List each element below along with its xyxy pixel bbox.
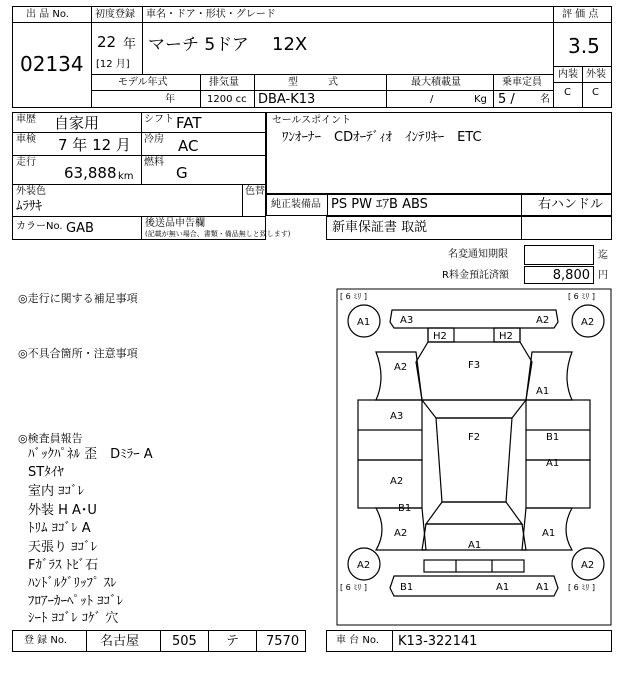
mark-rear-door-l: A2 [390,476,404,487]
mark-wheel-fr: A2 [581,317,595,328]
interior-grade: C [564,87,571,98]
mark-front-bumper-l: A3 [400,315,414,326]
mileage-label: 走行 [16,157,36,168]
fuel-label: 燃料 [144,157,164,168]
inspector-line-7: Fｶﾞﾗｽ ﾄﾋﾞ石 [28,558,99,573]
mileage-unit: km [118,171,134,182]
front-bumper [390,310,558,328]
reg-year-unit: 年 [123,37,137,52]
tire-depth-rl: [ 6 ﾐﾘ ] [340,583,367,592]
mark-roof: F2 [468,432,481,443]
grade: 12X [272,34,308,55]
inspector-line-5: ﾄﾘﾑ ﾖｺﾞﾚ A [28,521,91,536]
deadline-label: 名変通知期限 [448,249,508,260]
equipment-value: PS PW ｴｱB ABS [331,197,428,212]
mark-rear-bumper-l: B1 [400,582,414,593]
windshield [422,400,526,418]
tire-depth-rr: [ 6 ﾐﾘ ] [568,583,595,592]
score-label: 評 価 点 [562,9,599,20]
mileage-value: 63,888 [64,164,117,182]
reg-class: 505 [172,634,197,649]
color-value: ﾑﾗｻｷ [16,199,42,214]
inspector-line-2: STﾀｲﾔ [28,465,64,480]
warranty-value: 新車保証書 取説 [332,220,428,235]
shift-label: シフト [144,114,174,125]
mark-front-bumper-r: A2 [536,315,550,326]
deadline-unit: 迄 [598,250,608,261]
mark-quarter-l: B1 [398,503,412,514]
history-label: 車歴 [16,114,36,125]
type-label: 型 式 [288,77,338,88]
fuel-value: G [176,164,188,182]
load-separator: / [430,94,434,105]
name-label: 車名・ドア・形状・グレード [146,9,276,20]
mark-headlight-r: H2 [499,331,513,342]
rear-bumper [390,576,558,596]
deadline-field [524,245,594,265]
inspector-report-label: ◎検査員報告 [18,432,83,445]
mark-rear-bumper-r: A1 [536,582,550,593]
color-label: 外装色 [16,186,46,197]
sales-point-label: セールスポイント [272,115,352,126]
sales-points: ﾜﾝｵｰﾅｰ CDｵｰﾃﾞｨｵ ｲﾝﾃﾘｷｰ ETC [282,130,482,145]
reg-number: 7570 [266,634,300,649]
type-code: DBA-K13 [258,92,316,107]
reg-region: 名古屋 [100,634,140,649]
color-no-value: GAB [66,221,94,236]
steering-side: 右ハンドル [538,197,604,212]
chassis-label: 車 台 No. [336,635,379,646]
capacity-label: 乗車定員 [502,77,542,88]
mark-quarter-r: A1 [542,528,556,539]
inspection-value: 7 年 12 月 [58,136,131,154]
mark-fender-l: A2 [394,362,408,373]
recycle-amount: 8,800 [552,268,590,283]
mark-quarter-l2: A2 [394,528,408,539]
mark-wheel-fl: A1 [357,317,371,328]
load-unit: Kg [474,94,487,105]
model-name: マーチ 5ドア [148,35,249,55]
inspector-line-6: 天張り ﾖｺﾞﾚ [28,540,98,555]
inspector-line-9: ﾌﾛｱｰｶｰﾍﾟｯﾄ ﾖｺﾞﾚ [28,594,124,609]
capacity: 5 / [498,92,515,107]
inspection-label: 車検 [16,134,36,145]
displacement: 1200 cc [207,94,247,105]
exterior-grade: C [592,87,599,98]
reg-month: [12 月] [96,59,130,70]
model-year-label: モデル年式 [118,77,168,88]
inspector-line-3: 室内 ﾖｺﾞﾚ [28,484,85,499]
recycle-label: R料金預託済額 [442,270,509,281]
inspector-line-4: 外装 H A･U [28,503,97,518]
mark-front-door-l: A3 [390,411,404,422]
first-reg-label: 初度登録 [95,9,135,20]
rear-light-area [424,560,524,572]
mark-wheel-rr: A2 [581,560,595,571]
recycle-unit: 円 [598,270,608,281]
mark-wheel-rl: A2 [357,560,371,571]
reg-kana: テ [226,634,240,649]
hood [416,342,532,400]
inspector-line-10: ｼｰﾄ ﾖｺﾞﾚ ｺｹﾞ 穴 [28,611,119,626]
reg-label: 登 録 No. [24,635,67,646]
displacement-label: 排気量 [209,77,239,88]
front-fender-left [376,352,422,400]
inspector-line-1: ﾊﾞｯｸﾊﾟﾈﾙ 歪 Dﾐﾗｰ A [28,447,153,462]
mark-headlight-l: H2 [433,331,447,342]
shift-value: FAT [176,114,202,132]
inspector-line-8: ﾊﾝﾄﾞﾙｸﾞﾘｯﾌﾟ ｽﾚ [28,576,117,591]
color-no-label: カラーNo. [16,221,63,232]
mark-rear-bumper-c: A1 [496,582,510,593]
lot-label: 出 品 No. [26,9,69,20]
color-change-label: 色替 [245,186,265,197]
damage-diagram [336,288,612,626]
mark-front-door-r: B1 [546,432,560,443]
mark-front-door-r2: A1 [546,458,560,469]
mark-hood: F3 [468,360,481,371]
rear-window [426,502,522,524]
max-load-label: 最大積載量 [411,77,461,88]
lot-number: 02134 [20,52,84,76]
ac-value: AC [178,137,199,155]
history-value: 自家用 [54,114,100,132]
mark-trunk: A1 [468,540,482,551]
chassis-number: K13-322141 [398,634,478,649]
post-note: (記載が無い場合、書類・備品無しと致します) [145,230,291,238]
capacity-unit: 名 [540,94,550,105]
defect-remarks-label: ◎不具合箇所・注意事項 [18,347,138,360]
interior-label: 内装 [558,69,578,80]
reg-year: 22 [97,33,117,51]
roof [436,418,512,502]
equipment-label: 純正装備品 [271,199,321,210]
mark-fender-r: A1 [536,386,550,397]
tire-depth-fr: [ 6 ﾐﾘ ] [568,292,595,301]
driving-remarks-label: ◎走行に関する補足事項 [18,292,138,305]
model-year-unit: 年 [165,94,175,105]
ac-label: 冷房 [144,134,164,145]
tire-depth-fl: [ 6 ﾐﾘ ] [340,292,367,301]
post-label: 後送品申告欄 [145,218,205,229]
score-value: 3.5 [568,34,600,58]
exterior-label: 外装 [586,69,606,80]
